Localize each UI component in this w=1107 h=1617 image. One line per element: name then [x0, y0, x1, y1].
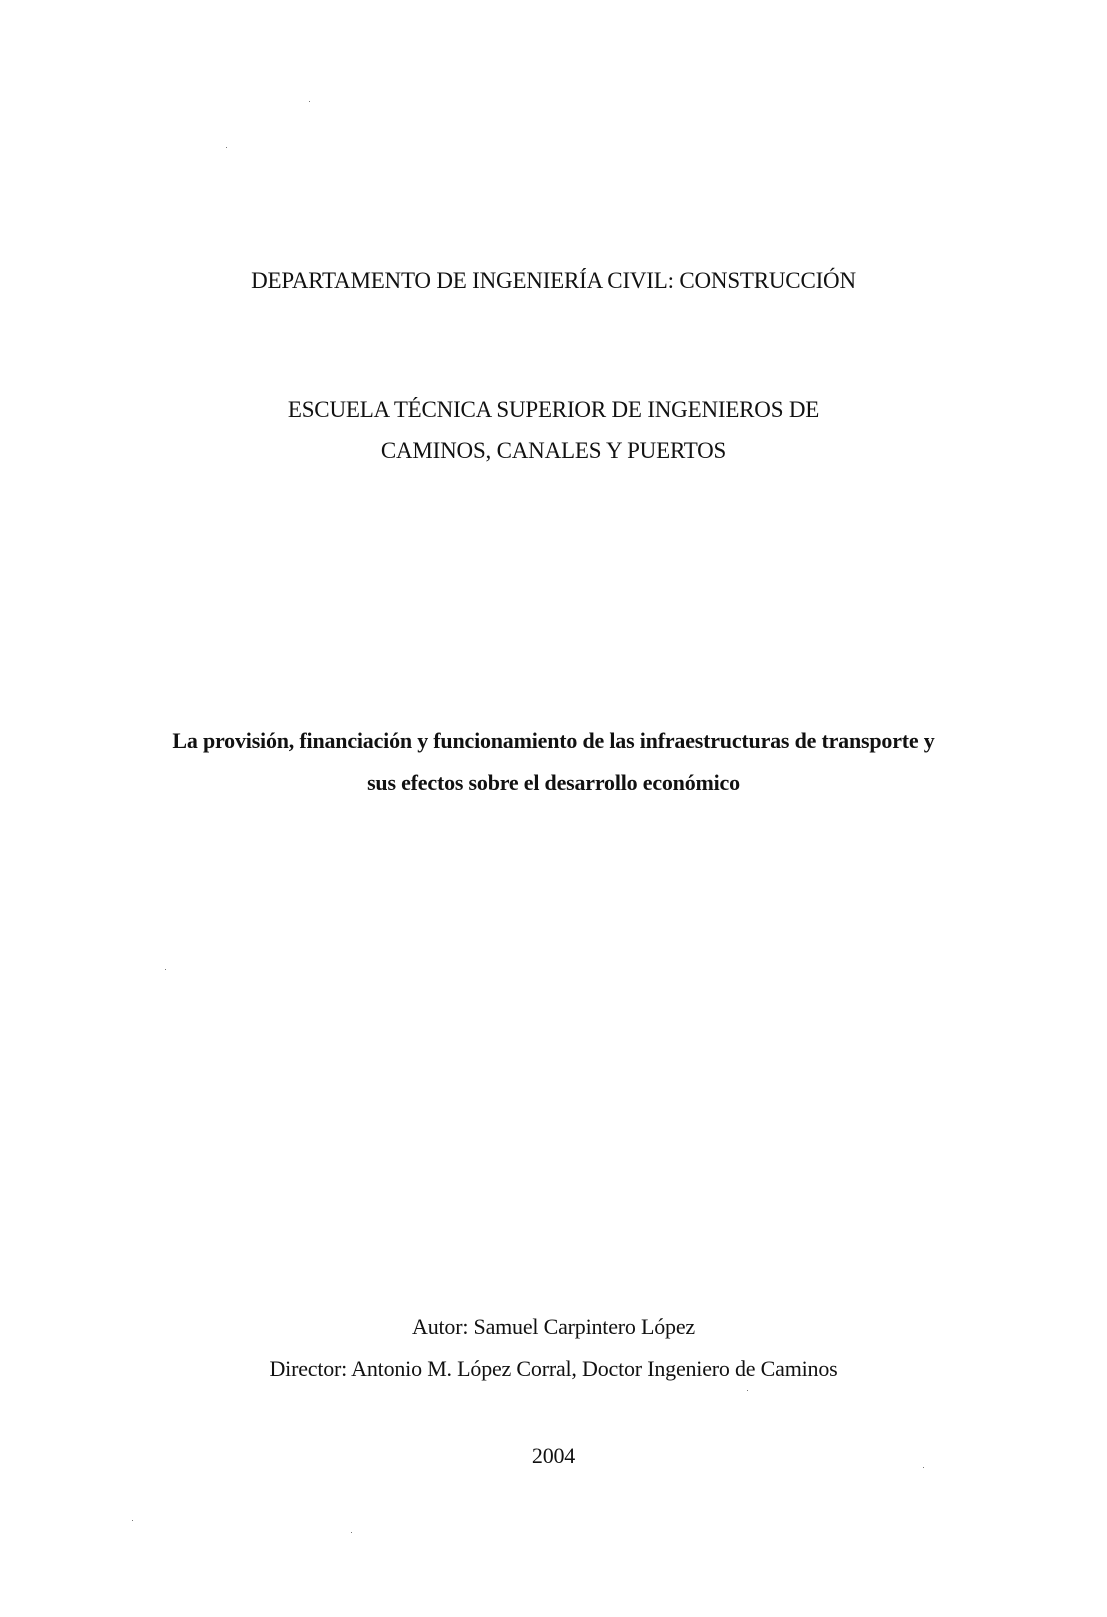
school-name-line-2: CAMINOS, CANALES Y PUERTOS: [380, 438, 727, 463]
scan-speck: [747, 1390, 748, 1391]
thesis-title-line-2: sus efectos sobre el desarrollo económico: [367, 770, 740, 795]
year: 2004: [531, 1443, 576, 1468]
scan-speck: [226, 147, 227, 148]
department-heading: DEPARTAMENTO DE INGENIERÍA CIVIL: CONSTRUCCIÓN: [251, 268, 856, 293]
scan-speck: [923, 1467, 924, 1468]
scan-speck: [309, 101, 310, 102]
author-line: Autor: Samuel Carpintero López: [412, 1314, 695, 1339]
scan-speck: [132, 1520, 133, 1521]
school-name-line-1: ESCUELA TÉCNICA SUPERIOR DE INGENIEROS DE: [287, 397, 820, 422]
thesis-title-line-1: La provisión, financiación y funcionamiento de las infraestructuras de transporte y: [172, 728, 935, 753]
scan-speck: [165, 969, 166, 970]
scan-speck: [351, 1532, 352, 1533]
director-line: Director: Antonio M. López Corral, Doctor Ingeniero de Caminos: [269, 1356, 838, 1381]
